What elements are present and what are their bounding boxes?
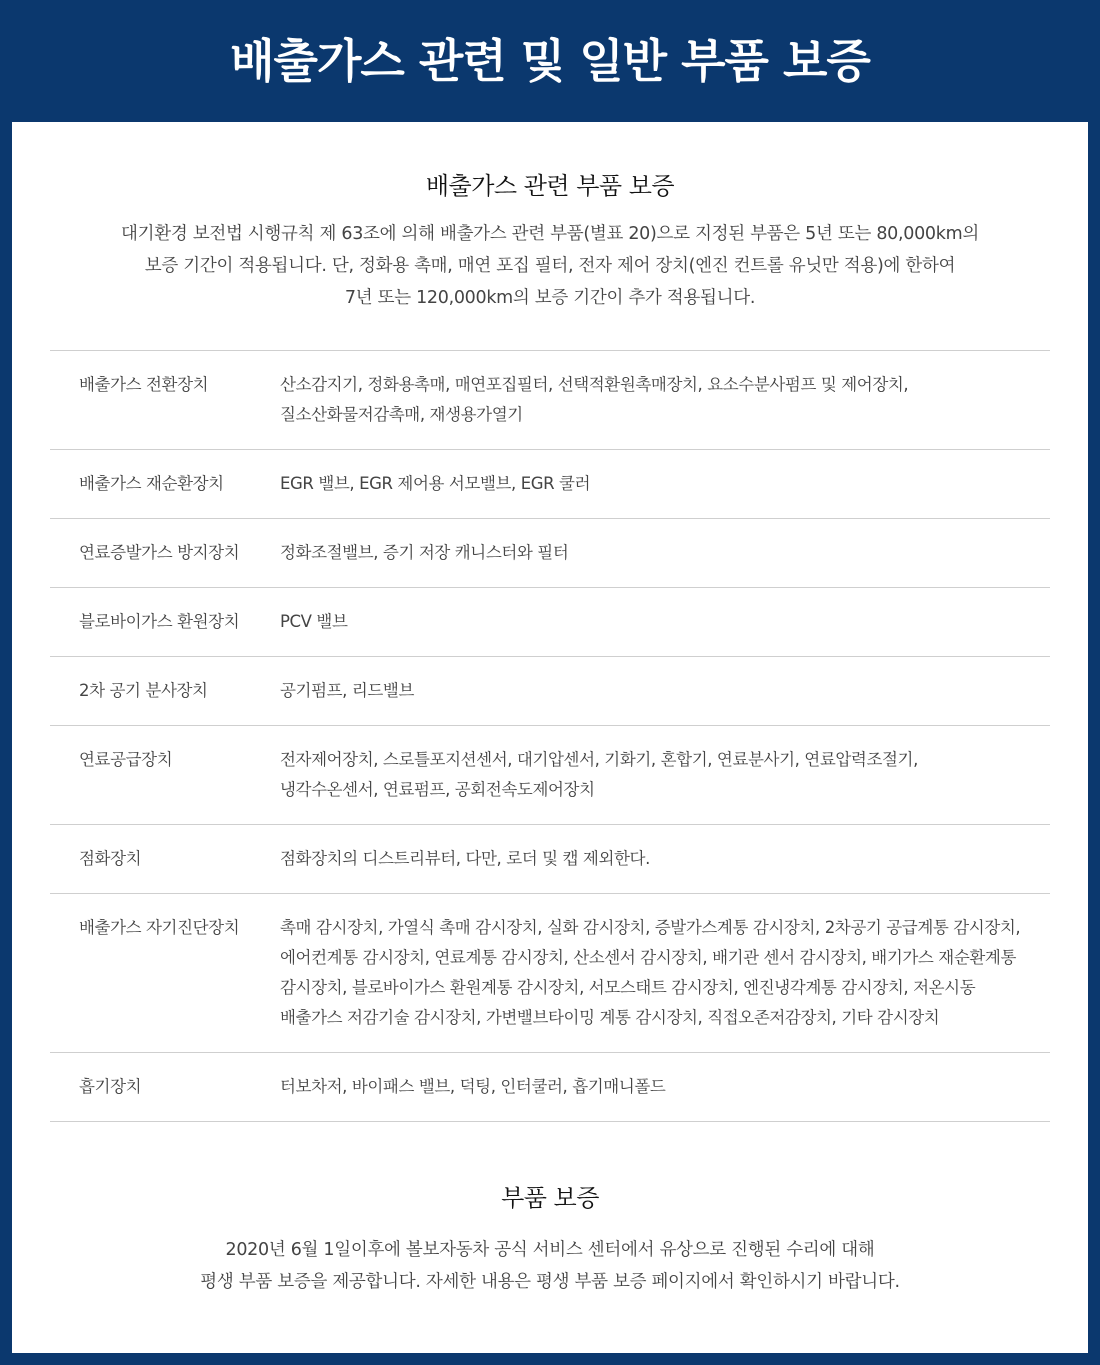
page-header <box>0 0 1100 122</box>
row-label: 2차 공기 분사장치 <box>79 681 208 700</box>
value-line: 공기펌프, 리드밸브 <box>280 681 415 700</box>
table-row <box>50 726 1050 825</box>
row-value <box>280 1072 1050 1102</box>
value-line: 전자제어장치, 스로틀포지션센서, 대기압센서, 기화기, 혼합기, 연료분사기, 연료압력조절기, <box>280 750 918 769</box>
parts-description <box>12 1234 1088 1298</box>
row-value <box>280 844 1050 874</box>
table-row <box>50 894 1050 1053</box>
table-row <box>50 825 1050 894</box>
table-row <box>50 588 1050 657</box>
content-panel <box>12 122 1088 1353</box>
table-row <box>50 1053 1050 1122</box>
row-label: 연료증발가스 방지장치 <box>79 543 240 562</box>
intro-line: 보증 기간이 적용됩니다. 단, 정화용 촉매, 매연 포집 필터, 전자 제어 장치(엔진 컨트롤 유닛만 적용)에 한하여 <box>144 256 956 276</box>
intro-line: 7년 또는 120,000km의 보증 기간이 추가 적용됩니다. <box>344 288 756 308</box>
value-line: 질소산화물저감촉매, 재생용가열기 <box>280 405 523 424</box>
emission-section-title: 배출가스 관련 부품 보증 <box>425 172 675 200</box>
row-label: 흡기장치 <box>79 1077 142 1096</box>
row-label: 점화장치 <box>79 849 142 868</box>
row-value <box>280 469 1050 499</box>
row-value <box>280 538 1050 568</box>
value-line: PCV 밸브 <box>280 612 348 631</box>
value-line: 점화장치의 디스트리뷰터, 다만, 로더 및 캡 제외한다. <box>280 849 650 868</box>
row-label: 배출가스 전환장치 <box>79 375 209 394</box>
emission-intro <box>12 218 1088 314</box>
value-line: 냉각수온센서, 연료펌프, 공회전속도제어장치 <box>280 780 595 799</box>
parts-line: 평생 부품 보증을 제공합니다. 자세한 내용은 평생 부품 보증 페이지에서 확인하시기 바랍니다. <box>200 1272 900 1292</box>
parts-section-title: 부품 보증 <box>501 1184 599 1212</box>
value-line: 감시장치, 블로바이가스 환원계통 감시장치, 서모스태트 감시장치, 엔진냉각계통 감시장치, 저온시동 <box>280 978 976 997</box>
value-line: 터보차저, 바이패스 밸브, 덕팅, 인터쿨러, 흡기매니폴드 <box>280 1077 666 1096</box>
table-row <box>50 519 1050 588</box>
emission-parts-table <box>50 350 1050 1122</box>
intro-line: 대기환경 보전법 시행규칙 제 63조에 의해 배출가스 관련 부품(별표 20)으로 지정된 부품은 5년 또는 80,000km의 <box>121 224 979 244</box>
row-value <box>280 370 1050 430</box>
row-value <box>280 607 1050 637</box>
row-value <box>280 913 1050 1033</box>
row-label: 블로바이가스 환원장치 <box>79 612 240 631</box>
row-value <box>280 676 1050 706</box>
row-value <box>280 745 1050 805</box>
row-label: 배출가스 재순환장치 <box>79 474 224 493</box>
value-line: 정화조절밸브, 증기 저장 캐니스터와 필터 <box>280 543 569 562</box>
table-row <box>50 657 1050 726</box>
table-row <box>50 450 1050 519</box>
value-line: 산소감지기, 정화용촉매, 매연포집필터, 선택적환원촉매장치, 요소수분사펌프 및 제어장치, <box>280 375 909 394</box>
page-title: 배출가스 관련 및 일반 부품 보증 <box>230 34 870 88</box>
value-line: 배출가스 저감기술 감시장치, 가변밸브타이밍 계통 감시장치, 직접오존저감장치, 기타 감시장치 <box>280 1008 940 1027</box>
row-label: 배출가스 자기진단장치 <box>79 918 240 937</box>
value-line: 촉매 감시장치, 가열식 촉매 감시장치, 실화 감시장치, 증발가스계통 감시장치, 2차공기 공급계통 감시장치, <box>280 918 1021 937</box>
row-label: 연료공급장치 <box>79 750 173 769</box>
parts-line: 2020년 6월 1일이후에 볼보자동차 공식 서비스 센터에서 유상으로 진행된 수리에 대해 <box>225 1240 875 1260</box>
value-line: 에어컨계통 감시장치, 연료계통 감시장치, 산소센서 감시장치, 배기관 센서 감시장치, 배기가스 재순환계통 <box>280 948 1017 967</box>
value-line: EGR 밸브, EGR 제어용 서모밸브, EGR 쿨러 <box>280 474 591 493</box>
table-row <box>50 351 1050 450</box>
